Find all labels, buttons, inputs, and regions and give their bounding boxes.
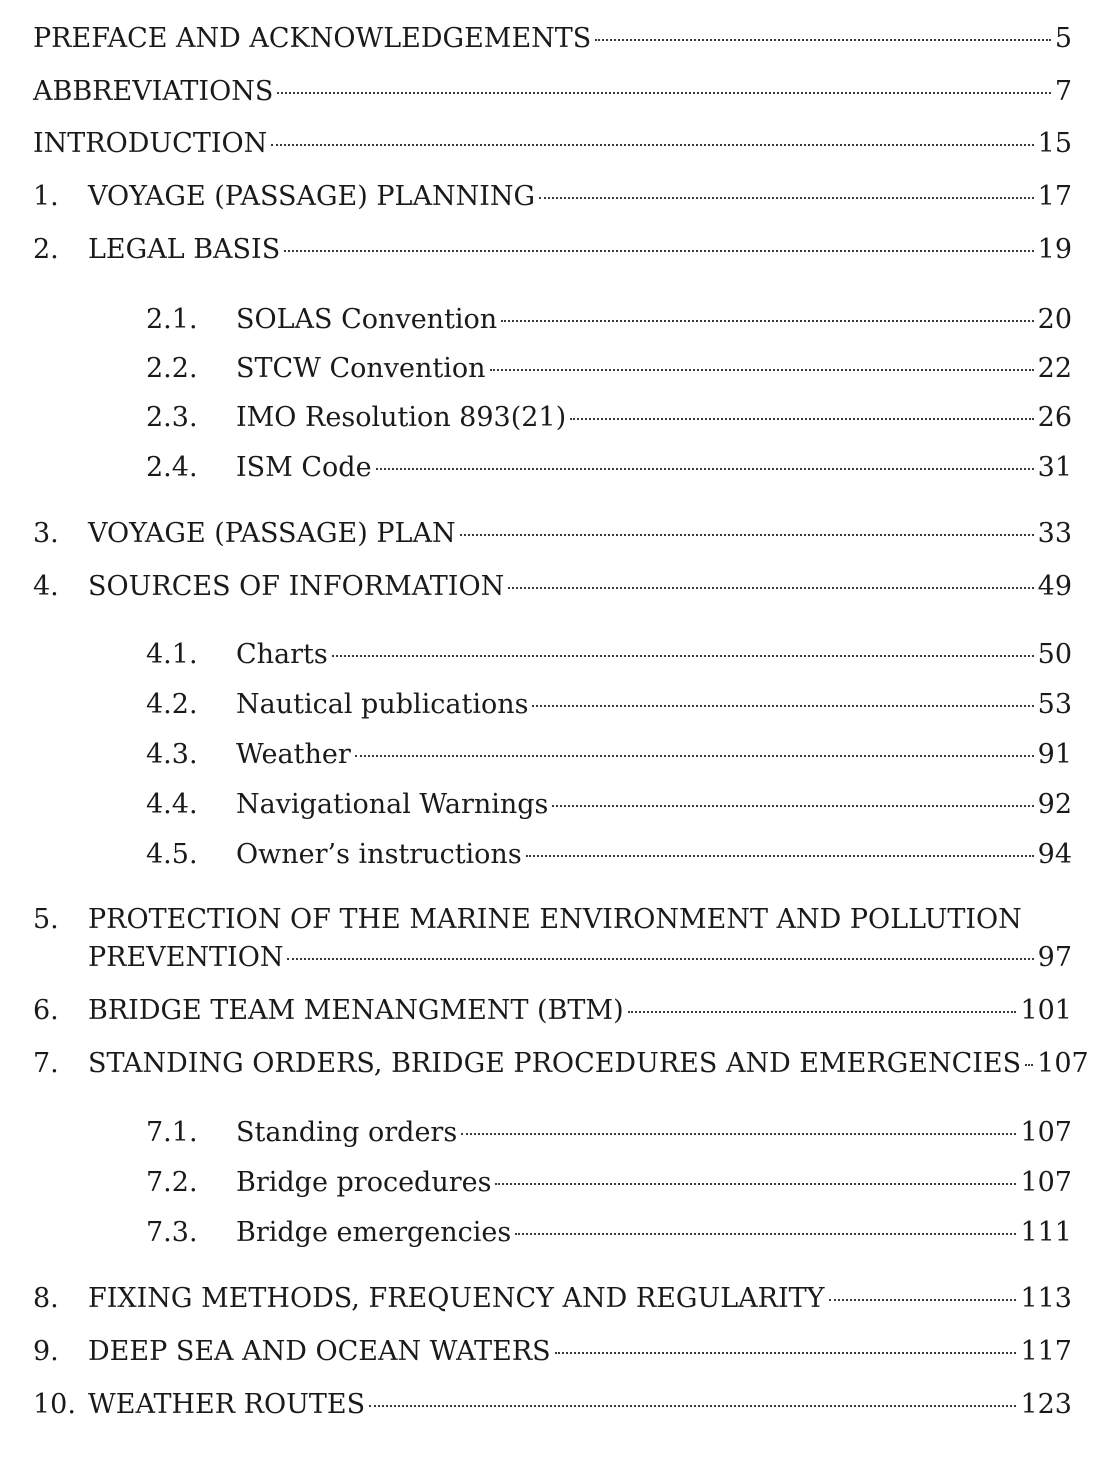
toc-entry-preface[interactable] [0,19,1118,59]
toc-entry-chapter-3[interactable] [0,514,1118,554]
toc-entry-introduction[interactable] [0,124,1118,164]
toc-line [33,72,1072,112]
toc-entry-chapter-7[interactable] [0,1044,1118,1084]
toc-entry-title-line-1: PROTECTION OF THE MARINE ENVIRONMENT AND POLLUTION [88,904,1022,935]
toc-page-number: 107 [1037,1048,1089,1079]
toc-chapter-number: 2. [33,234,59,265]
toc-section-number: 4.5. [146,839,198,870]
toc-line [88,938,1072,978]
toc-page-number: 31 [1037,452,1072,483]
toc-entry-title: SOURCES OF INFORMATION [88,571,505,602]
toc-entry-section-4-1[interactable] [0,635,1118,675]
toc-dot-leader [532,705,1033,707]
toc-dot-leader [490,369,1034,371]
toc-page-number: 94 [1037,839,1072,870]
toc-page-number: 15 [1037,128,1072,159]
toc-entry-title: BRIDGE TEAM MENANGMENT (BTM) [88,995,624,1026]
toc-page-number: 7 [1054,76,1072,107]
toc-entry-section-7-1[interactable] [0,1113,1118,1153]
toc-entry-title: VOYAGE (PASSAGE) PLANNING [88,181,536,212]
toc-page-number: 26 [1037,402,1072,433]
toc-entry-chapter-1[interactable] [0,177,1118,217]
toc-line [88,1044,1089,1084]
toc-line [88,991,1072,1031]
toc-dot-leader [369,1405,1016,1407]
toc-chapter-number: 5. [33,904,59,935]
toc-line [236,1113,1072,1153]
toc-page-number: 92 [1037,789,1072,820]
toc-entry-chapter-5[interactable] [0,900,1118,980]
toc-entry-section-4-3[interactable] [0,735,1118,775]
toc-dot-leader [829,1299,1017,1301]
toc-dot-leader [552,805,1033,807]
toc-page-number: 123 [1020,1389,1072,1420]
toc-entry-section-2-2[interactable] [0,349,1118,389]
toc-entry-chapter-9[interactable] [0,1332,1118,1372]
toc-line [88,514,1072,554]
toc-section-number: 7.2. [146,1167,198,1198]
toc-entry-title: INTRODUCTION [33,128,268,159]
toc-chapter-number: 7. [33,1048,59,1079]
toc-entry-title: Weather [236,739,351,770]
toc-page-number: 91 [1037,739,1072,770]
toc-page-number: 50 [1037,639,1072,670]
toc-line [236,635,1072,675]
toc-dot-leader [355,755,1034,757]
toc-line [88,177,1072,217]
toc-line [236,1213,1072,1253]
toc-dot-leader [1025,1064,1033,1066]
toc-page-number: 22 [1037,353,1072,384]
toc-line [88,1332,1072,1372]
toc-entry-title: Bridge procedures [236,1167,492,1198]
toc-dot-leader [284,250,1033,252]
toc-section-number: 7.3. [146,1217,198,1248]
toc-dot-leader [376,468,1034,470]
toc-line [88,567,1072,607]
toc-entry-title: PREVENTION [88,942,284,973]
toc-chapter-number: 9. [33,1336,59,1367]
toc-entry-title: LEGAL BASIS [88,234,281,265]
toc-line [236,835,1072,875]
toc-line [236,398,1072,438]
toc-dot-leader [539,197,1034,199]
toc-entry-section-2-4[interactable] [0,448,1118,488]
toc-page-number: 5 [1054,23,1072,54]
toc-entry-title: ISM Code [236,452,372,483]
toc-line [88,230,1072,270]
toc-chapter-number: 8. [33,1283,59,1314]
toc-entry-title: Owner’s instructions [236,839,522,870]
toc-page-number: 107 [1020,1167,1072,1198]
toc-line [33,19,1072,59]
toc-chapter-number: 4. [33,571,59,602]
toc-dot-leader [460,534,1034,536]
toc-chapter-number: 6. [33,995,59,1026]
toc-page-number: 101 [1020,995,1072,1026]
toc-dot-leader [508,587,1033,589]
toc-dot-leader [628,1011,1017,1013]
toc-entry-title: DEEP SEA AND OCEAN WATERS [88,1336,551,1367]
toc-section-number: 7.1. [146,1117,198,1148]
toc-dot-leader [570,418,1033,420]
toc-page-number: 111 [1020,1217,1072,1248]
toc-page-number: 19 [1037,234,1072,265]
toc-chapter-number: 10. [33,1389,76,1420]
toc-dot-leader [501,320,1033,322]
toc-entry-title: STANDING ORDERS, BRIDGE PROCEDURES AND EMERGENCIES [88,1048,1022,1079]
toc-dot-leader [461,1133,1016,1135]
toc-entry-title: IMO Resolution 893(21) [236,402,567,433]
toc-entry-section-7-3[interactable] [0,1213,1118,1253]
toc-entry-chapter-6[interactable] [0,991,1118,1031]
toc-entry-title: PREFACE AND ACKNOWLEDGEMENTS [33,23,592,54]
toc-dot-leader [332,655,1034,657]
toc-page-number: 97 [1037,942,1072,973]
toc-chapter-number: 1. [33,181,59,212]
toc-dot-leader [595,39,1051,41]
toc-section-number: 4.3. [146,739,198,770]
toc-entry-title: Standing orders [236,1117,458,1148]
toc-entry-title: ABBREVIATIONS [33,76,274,107]
toc-page-number: 107 [1020,1117,1072,1148]
toc-chapter-number: 3. [33,518,59,549]
toc-line [236,735,1072,775]
toc-line [236,785,1072,825]
toc-entry-title: Navigational Warnings [236,789,549,820]
toc-dot-leader [271,144,1033,146]
toc-entry-title: Bridge emergencies [236,1217,512,1248]
toc-entry-chapter-2[interactable] [0,230,1118,270]
toc-section-number: 4.4. [146,789,198,820]
toc-section-number: 4.1. [146,639,198,670]
toc-line [236,349,1072,389]
toc-line [88,1385,1072,1425]
toc-entry-title: WEATHER ROUTES [88,1389,366,1420]
toc-dot-leader [495,1183,1016,1185]
toc-entry-section-7-2[interactable] [0,1163,1118,1203]
toc-entry-title: Nautical publications [236,689,529,720]
toc-line [236,448,1072,488]
toc-section-number: 2.1. [146,304,198,335]
toc-entry-section-4-4[interactable] [0,785,1118,825]
toc-entry-title: FIXING METHODS, FREQUENCY AND REGULARITY [88,1283,825,1314]
toc-section-number: 2.3. [146,402,198,433]
toc-section-number: 2.2. [146,353,198,384]
toc-dot-leader [515,1233,1016,1235]
toc-page-number: 53 [1037,689,1072,720]
toc-entry-title: SOLAS Convention [236,304,498,335]
toc-section-number: 2.4. [146,452,198,483]
toc-entry-chapter-8[interactable] [0,1279,1118,1319]
toc-line [88,1279,1072,1319]
toc-dot-leader [526,855,1034,857]
toc-line [33,124,1072,164]
toc-entry-section-4-2[interactable] [0,685,1118,725]
toc-entry-chapter-4[interactable] [0,567,1118,607]
toc-page-number: 117 [1020,1336,1072,1367]
toc-page-number: 20 [1037,304,1072,335]
toc-dot-leader [287,958,1033,960]
toc-entry-abbreviations[interactable] [0,72,1118,112]
toc-entry-section-4-5[interactable] [0,835,1118,875]
toc-line [236,300,1072,340]
toc-page-number: 33 [1037,518,1072,549]
toc-entry-title: VOYAGE (PASSAGE) PLAN [88,518,456,549]
toc-line [236,685,1072,725]
toc-page-number: 49 [1037,571,1072,602]
toc-entry-title: STCW Convention [236,353,486,384]
toc-page-number: 17 [1037,181,1072,212]
toc-entry-section-2-3[interactable] [0,398,1118,438]
toc-dot-leader [277,92,1050,94]
toc-entry-title: Charts [236,639,328,670]
toc-entry-section-2-1[interactable] [0,300,1118,340]
toc-entry-chapter-10[interactable] [0,1385,1118,1425]
toc-dot-leader [555,1352,1017,1354]
toc-line [236,1163,1072,1203]
toc-section-number: 4.2. [146,689,198,720]
toc-page-number: 113 [1020,1283,1072,1314]
